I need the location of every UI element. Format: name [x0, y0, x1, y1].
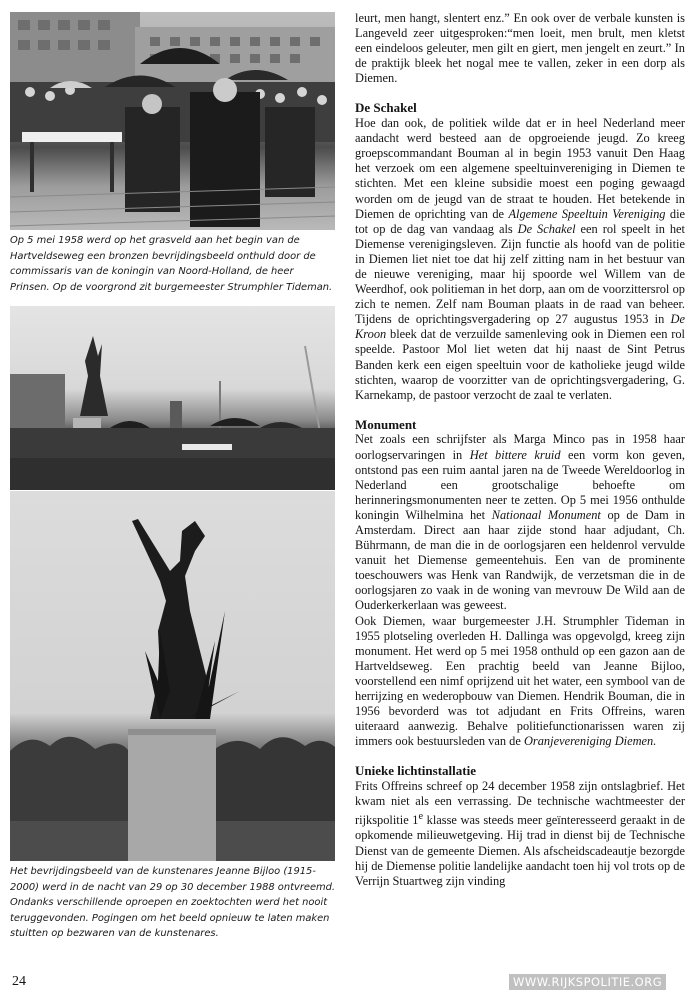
section-heading-unieke-lichtinstallatie: Unieke lichtinstallatie	[355, 763, 476, 779]
monument-paragraph-2: Ook Diemen, waar burgemeester J.H. Strumphler Tideman in 1955 plotseling overleden H. Dallinga was opgevolgd, kreeg zijn monument. Het werd op 5 mei 1958 onthuld op een gazon aan de Hartveldseweg. Een prachtig beeld van Jeanne Bijloo, voorstellend een nimf oprijzend uit het water, een symbool van de herrijzing en wederopbouw van Diemen. Hendrik Bouman, die in 1956 bevorderd was tot adjudant en Frits Offreins, waren uiteraard aanwezig. Behalve politiefunctionarissen waren zij immers ook bestuursleden van de Oranjevereniging Diemen.	[355, 613, 685, 749]
page-number: 24	[12, 974, 26, 989]
statue-scene	[10, 491, 335, 861]
ceremony-scene	[10, 12, 335, 230]
monument-paragraph-1: Net zoals een schrijfster als Marga Minco pas in 1958 haar oorlogservaringen in Het bittere kruid een vorm kon geven, ontstond pas een ruim aantal jaren na de Tweede Wereldoorlog in Nederland een grootschalige behoefte om herinneringsmonumenten neer te zetten. Op 5 mei 1956 onthulde koningin Wilhelmina het Nationaal Monument op de Dam in Amsterdam. Direct aan haar zijde stond haar adjudant, Ch. Bührmann, de man die in de oorlogsjaren een heldenrol vervulde vanuit het Diemense gemeentehuis. Een van de prominente toeschouwers was Henk van Randwijk, de verzetsman die in de oorlogsjaren zo vaak in de woning van mevrouw De Wild aan de Ouderkerkerlaan was geweest.	[355, 432, 686, 613]
photo-statue-crowd	[10, 306, 335, 490]
photo-liberation-statue	[10, 491, 335, 861]
photo1-caption: Op 5 mei 1958 werd op het grasveld aan het begin van de Hartveldseweg een bronzen bevrijdingsbeeld onthuld door de commissaris van de koningin van Noord-Holland, de heer Prinsen. Op de voorgrond zit burgemeester Strumphler Tideman.	[10, 235, 333, 293]
article-column	[355, 11, 685, 889]
lichtinstallatie-paragraph: Frits Offreins schreef op 24 december 1958 zijn ontslagbrief. Het kwam niet als een verrassing. De technische wachtmeester der rijkspolitie 1e klasse was steeds meer geïnteresseerd geraakt in de opkomende milieuwetgeving. Hij trad in dienst bij de Technische Dienst van de gemeente Diemen. Als afscheidscadeautje bezorgde hij de Diemense politie landelijke aandacht toen hij vol trots op de Verrijn Stuartweg zijn vinding	[355, 779, 685, 888]
section-heading-de-schakel: De Schakel	[355, 100, 417, 116]
statue-crowd-scene	[10, 306, 335, 490]
intro-paragraph: leurt, men hangt, slentert enz.” En ook over de verbale kunsten is Langeveld zeer uitgesproken:“men loeit, men brult, men kletst een eindeloos geleuter, men gilt en giert, men jengelt en zeurt.” In de praktijk bleek het nogal mee te vallen, zeker in een dorp als Diemen.	[355, 11, 685, 86]
section-heading-monument: Monument	[355, 416, 417, 432]
de-schakel-paragraph: Hoe dan ook, de politiek wilde dat er in heel Nederland meer aandacht werd besteed aan de opgroeiende jeugd. Zo kreeg groepscommandant Bouman al in begin 1953 vanuit Den Haag het verzoek om een algemene speeltuinvereniging in Diemen te stichten. Met een kleine subsidie moest een poging gewaagd worden om de jeugd van de straat te houden. Het betekende in Diemen de oprichting van de Algemene Speeltuin Vereniging die tot op de dag van vandaag als De Schakel een rol speelt in het Diemense verenigingsleven. Zijn functie als hoofd van de politie in Diemen liet niet toe dat hij zelf zitting nam in het bestuur van de nieuwe vereniging, maar hij spoorde wel Willem van de Weerdhof, ook politieman in het dorp, aan om de voorzittersrol op zich te nemen. Zelf nam Bouman plaats in de raad van beheer. Tijdens de oprichtingsvergadering op 27 augustus 1953 in De Kroon bleek dat de verzuilde samenleving ook in Diemen een rol speelde. Pastoor Mol liet weten dat hij naast de Sint Petrus Banden kerk een eigen speeltuin voor de katholieke jeugd wilde stichten, waarop de voorzitter van de oprichtingsvergadering, G. Karnekamp, de pastoor verzocht de zaal te verlaten.	[355, 116, 686, 402]
photo-unveiling-ceremony	[10, 12, 335, 230]
photo3-caption: Het bevrijdingsbeeld van de kunstenares Jeanne Bijloo (1915-2000) werd in de nacht van 29 op 30 december 1988 ontvreemd. Ondanks verschillende oproepen en zoektochten werd het nooit teruggevonden. Pogingen om het beeld opnieuw te laten maken stuitten op bezwaren van de kunstenares.	[10, 866, 336, 940]
watermark: WWW.RIJKSPOLITIE.ORG	[509, 974, 666, 990]
